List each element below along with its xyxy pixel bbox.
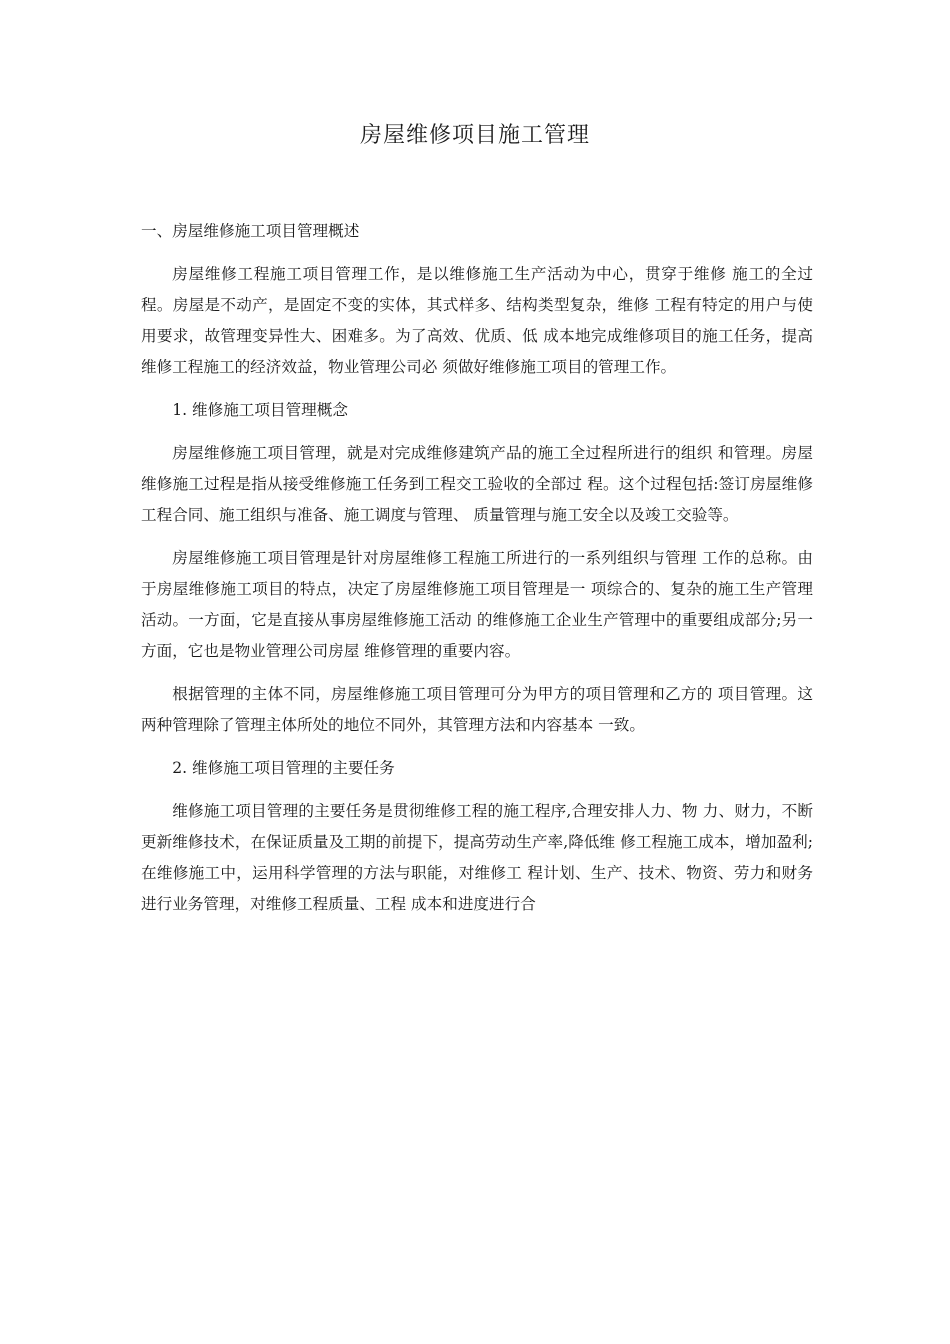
section-heading: 一、房屋维修施工项目管理概述 (141, 222, 360, 240)
paragraph-main-tasks: 维修施工项目管理的主要任务是贯彻维修工程的施工程序,合理安排人力、物 力、财力，不断更新维修技术，在保证质量及工期的前提下，提高劳动生产率,降低维 修工程施工成本，增加盈利;在维修施工中，运用科学管理的方法与职能，对维修工 程计划、生产、技术、物资、劳力和财务进行业务管理，对维修工程质量、工程 成本和进度进行合 (141, 802, 813, 913)
document-body (141, 216, 813, 920)
subheading-main-tasks: 2. 维修施工项目管理的主要任务 (172, 759, 395, 777)
paragraph-concept-definition: 房屋维修施工项目管理，就是对完成维修建筑产品的施工全过程所进行的组织 和管理。房屋维修施工过程是指从接受维修施工任务到工程交工验收的全部过 程。这个过程包括:签订房屋维修工程合同、施工组织与准备、施工调度与管理、 质量管理与施工安全以及竣工交验等。 (141, 444, 813, 524)
document-title: 房屋维修项目施工管理 (359, 123, 590, 148)
subheading-concept: 1. 维修施工项目管理概念 (172, 401, 348, 419)
paragraph-overview: 房屋维修工程施工项目管理工作，是以维修施工生产活动为中心，贯穿于维修 施工的全过程。房屋是不动产，是固定不变的实体，其式样多、结构类型复杂，维修 工程有特定的用户与使用要求，故管理变异性大、困难多。为了高效、优质、低 成本地完成维修项目的施工任务，提高维修工程施工的经济效益，物业管理公司必 须做好维修施工项目的管理工作。 (141, 265, 813, 376)
paragraph-concept-summary: 房屋维修施工项目管理是针对房屋维修工程施工所进行的一系列组织与管理 工作的总称。由于房屋维修施工项目的特点，决定了房屋维修施工项目管理是一 项综合的、复杂的施工生产管理活动。一方面，它是直接从事房屋维修施工活动 的维修施工企业生产管理中的重要组成部分;另一方面，它也是物业管理公司房屋 维修管理的重要内容。 (141, 549, 813, 660)
paragraph-management-subject: 根据管理的主体不同，房屋维修施工项目管理可分为甲方的项目管理和乙方的 项目管理。这两种管理除了管理主体所处的地位不同外，其管理方法和内容基本 一致。 (141, 685, 813, 734)
